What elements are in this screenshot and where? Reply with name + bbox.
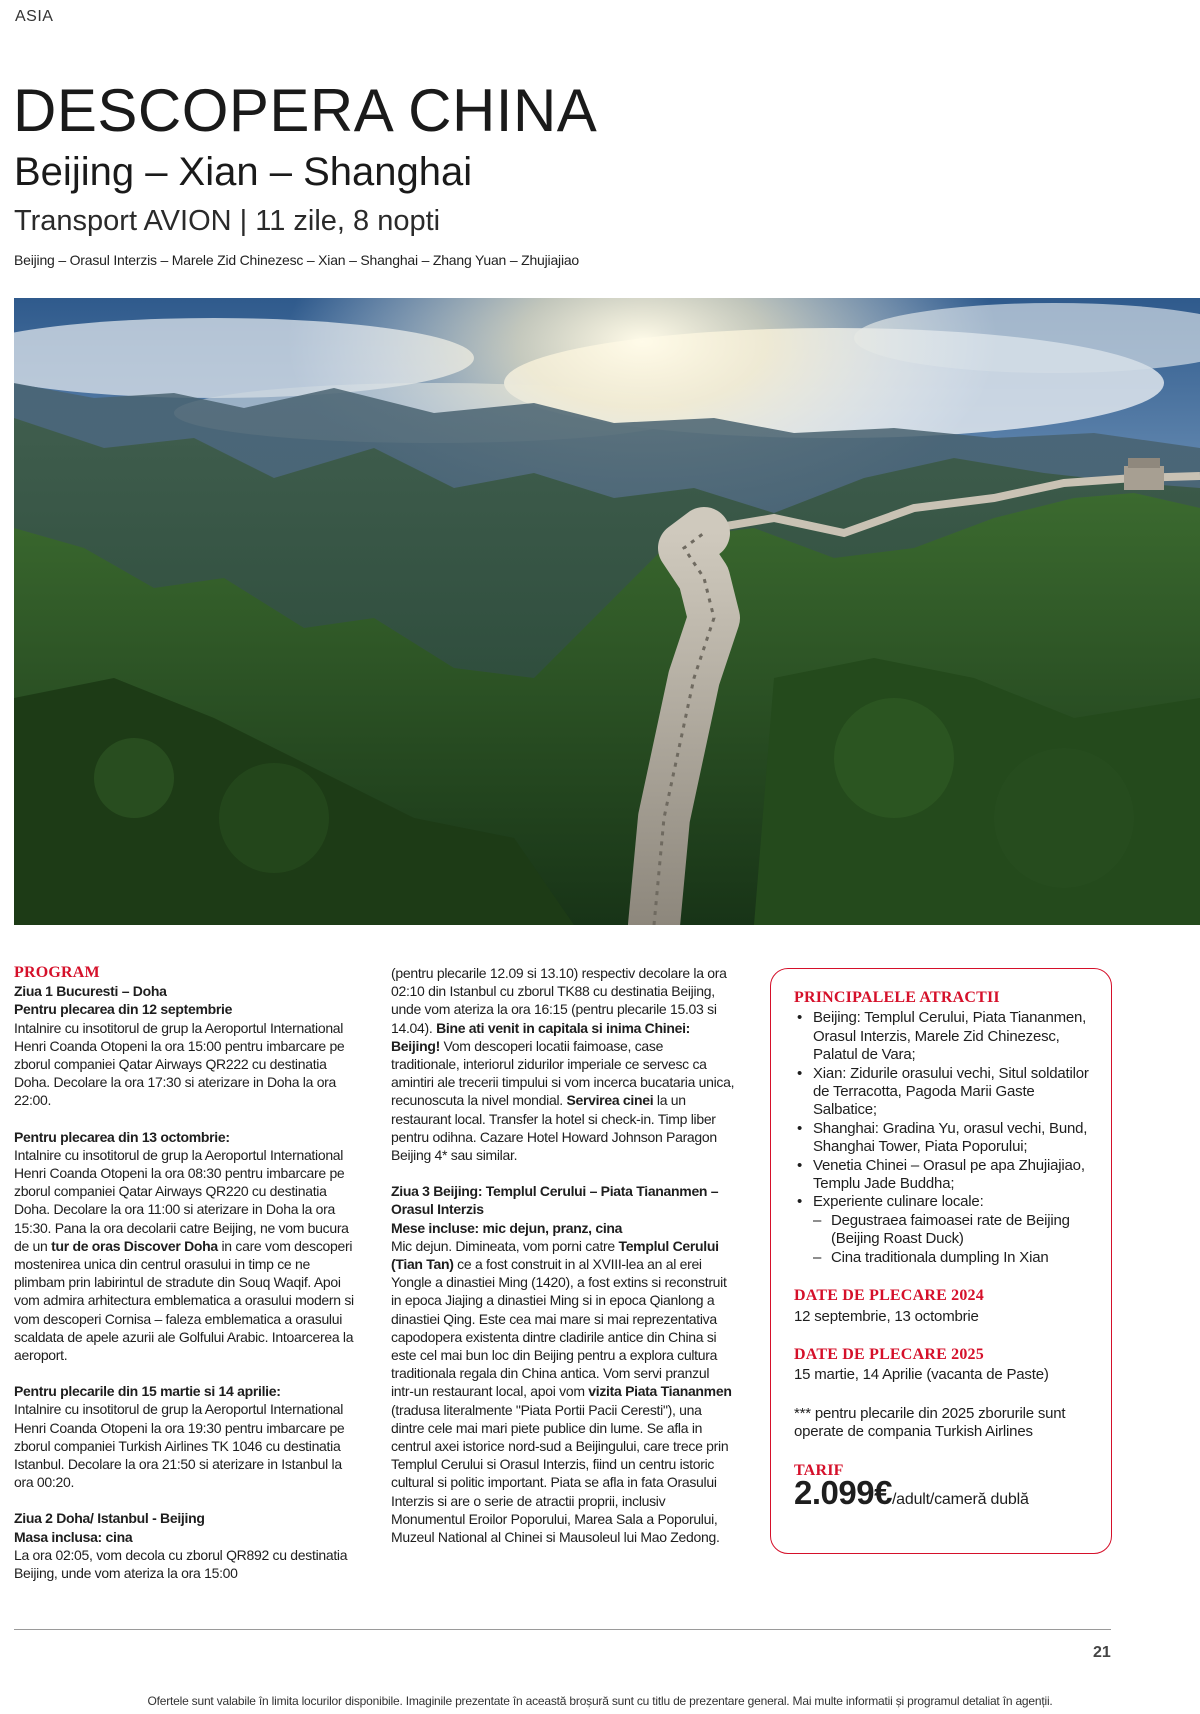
footer-disclaimer: Ofertele sunt valabile în limita locurilor disponibile. Imaginile prezentate în această broșură sunt cu titlu de prezentare general. Mai multe informatii și programul detaliat în agenții. <box>147 1694 1053 1708</box>
program-heading: PROGRAM <box>14 964 100 981</box>
list-item: • Venetia Chinei – Orasul pe apa Zhujiajiao, Templu Jade Buddha; <box>794 1157 1094 1194</box>
sep-departure-text: Intalnire cu insotitorul de grup la Aeroportul International Henri Coanda Otopeni la ora 15:00 pentru imbarcare pe zborul companiei Qatar Airways QR222 cu destinatia Doha. Decolare la ora 17:30 si aterizare in Doha la ora 22:00. <box>14 1019 345 1109</box>
day3-meals: Mese incluse: mic dejun, pranz, cina <box>391 1219 623 1236</box>
hero-image-great-wall <box>14 298 1200 925</box>
dates-2025-heading: DATE DE PLECARE 2025 <box>794 1345 984 1363</box>
cities-list: Beijing – Orasul Interzis – Marele Zid Chinezesc – Xian – Shanghai – Zhang Yuan – Zhujiajiao <box>14 252 580 268</box>
mar-departure-title: Pentru plecarile din 15 martie si 14 aprilie: <box>14 1383 281 1400</box>
oct-departure-text: Intalnire cu insotitorul de grup la Aeroportul International Henri Coanda Otopeni la ora 08:30 pentru imbarcare pe zborul companiei Qatar Airways QR220 cu destinatia Doha. Decolare la ora 11:00 si aterizare in Doha la ora 15:30. Pana la ora decolarii catre Beijing, ne vom bucura de un tur de oras Discover Doha in care vom descoperi mostenirea unica din centrul orasului in timp ce ne plimbam prin labirintul de stradute din Souq Waqif. Apoi vom admira arhitectura emblematica a orasului modern si vom descoperi Cornisa – faleza emblematica a orasului scaldata de apele azurii ale Golfului Arabic. Intoarcerea la aeroport. <box>14 1146 354 1364</box>
flight-note: *** pentru plecarile din 2025 zborurile sunt operate de compania Turkish Airlines <box>794 1404 1066 1441</box>
list-item: • Shanghai: Gradina Yu, orasul vechi, Bund, Shanghai Tower, Piata Poporului; <box>794 1120 1094 1157</box>
list-item: – Cina traditionala dumpling In Xian <box>794 1249 1094 1267</box>
dates-2024-heading: DATE DE PLECARE 2024 <box>794 1287 984 1305</box>
page-number: 21 <box>1093 1644 1111 1661</box>
list-item: • Beijing: Templul Cerului, Piata Tiananmen, Orasul Interzis, Marele Zid Chinezesc, Palatul de Vara; <box>794 1009 1094 1064</box>
day2-meals: Masa inclusa: cina <box>14 1528 133 1545</box>
great-wall-illustration <box>14 298 1200 925</box>
dates-2024: 12 septembrie, 13 octombrie <box>794 1307 979 1325</box>
price-row <box>794 1473 1094 1511</box>
mar-departure-text: Intalnire cu insotitorul de grup la Aeroportul International Henri Coanda Otopeni la ora 19:30 pentru imbarcare pe zborul companiei Turkish Airlines TK 1046 cu destinatia Istanbul. Decolare la ora 21:50 si aterizare in Istanbul la ora 00:20. <box>14 1401 345 1491</box>
page-title: DESCOPERA CHINA <box>13 77 598 144</box>
list-item: – Degustraea faimoasei rate de Beijing (Beijing Roast Duck) <box>794 1212 1094 1249</box>
transport-info: Transport AVION | 11 zile, 8 nopti <box>14 205 441 237</box>
sep-departure-title: Pentru plecarea din 12 septembrie <box>14 1001 233 1018</box>
region-label: ASIA <box>15 8 54 25</box>
attractions-list <box>794 1009 1094 1267</box>
list-item: • Xian: Zidurile orasului vechi, Situl soldatilor de Terracotta, Pagoda Marii Gaste Salbatice; <box>794 1065 1094 1120</box>
day1-title: Ziua 1 Bucuresti – Doha <box>14 983 167 1000</box>
day3-title: Ziua 3 Beijing: Templul Cerului – Piata Tiananmen – Orasul Interzis <box>391 1183 719 1218</box>
attractions-heading: PRINCIPALELE ATRACTII <box>794 989 1000 1006</box>
day2-title: Ziua 2 Doha/ Istanbul - Beijing <box>14 1510 205 1527</box>
day2-text-start: La ora 02:05, vom decola cu zborul QR892 cu destinatia Beijing, unde vom ateriza la ora 15:00 <box>14 1546 348 1582</box>
program-column-1 <box>14 964 358 1582</box>
price-unit: /adult/cameră dublă <box>891 1490 1029 1508</box>
route-subtitle: Beijing – Xian – Shanghai <box>14 150 473 194</box>
price-value: 2.099€ <box>794 1473 892 1511</box>
highlights-box <box>770 968 1112 1554</box>
footer-divider <box>14 1629 1111 1630</box>
dates-2025: 15 martie, 14 Aprilie (vacanta de Paste) <box>794 1366 1049 1384</box>
day2-text-continued: (pentru plecarile 12.09 si 13.10) respectiv decolare la ora 02:10 din Istanbul cu zborul TK88 cu destinatia Beijing, unde vom ateriza la ora 16:15 (pentru plecarile 15.03 si 14.04). Bine ati venit in capitala si inima Chinei: Beijing! Vom descoperi locatii faimoase, case traditionale, interiorul zidurilor imperiale ce servesc ca amintiri ale trecerii timpului si vom incerca bucataria unica, recunoscuta la nivel mondial. Servirea cinei la un restaurant local. Transfer la hotel si check-in. Timp liber pentru odihna. Cazare Hotel Howard Johnson Paragon Beijing 4* sau similar. <box>391 965 735 1164</box>
program-column-2 <box>391 964 735 1546</box>
day3-text: Mic dejun. Dimineata, vom porni catre Templul Cerului (Tian Tan) ce a fost construit in al XVIII-lea an al erei Yongle a dinastiei Ming (1420), a fost extins si reconstruit in epoca Jiajing a dinastiei Ming si in epoca Qianlong a dinastiei Qing. Este cea mai mare si mai reprezentativa capodopera existenta dintre cladirile antice din China si este cel mai bun loc din Beijing pentru a explora cultura traditionala regala din China antica. Vom servi pranzul intr-un restaurant local, apoi vom vizita Piata Tiananmen (tradusa literalmente "Piata Portii Pacii Ceresti"), una dintre cele mai mari piete publice din lume. Se afla in centrul axei istorice nord-sud a Beijingului, care trece prin Templul Cerului si Orasul Interzis, fiind un centru istoric cultural si politic important. Piata se afla in fata Orasului Interzis si are o serie de atractii proprii, inclusiv Monumentul Eroilor Poporului, Marea Sala a Poporului, Muzeul National al Chinei si Mausoleul lui Mao Zedong. <box>391 1237 732 1546</box>
tarif-heading: TARIF <box>794 1461 844 1479</box>
oct-departure-title: Pentru plecarea din 13 octombrie: <box>14 1128 230 1145</box>
list-item: • Experiente culinare locale: <box>794 1193 1094 1211</box>
